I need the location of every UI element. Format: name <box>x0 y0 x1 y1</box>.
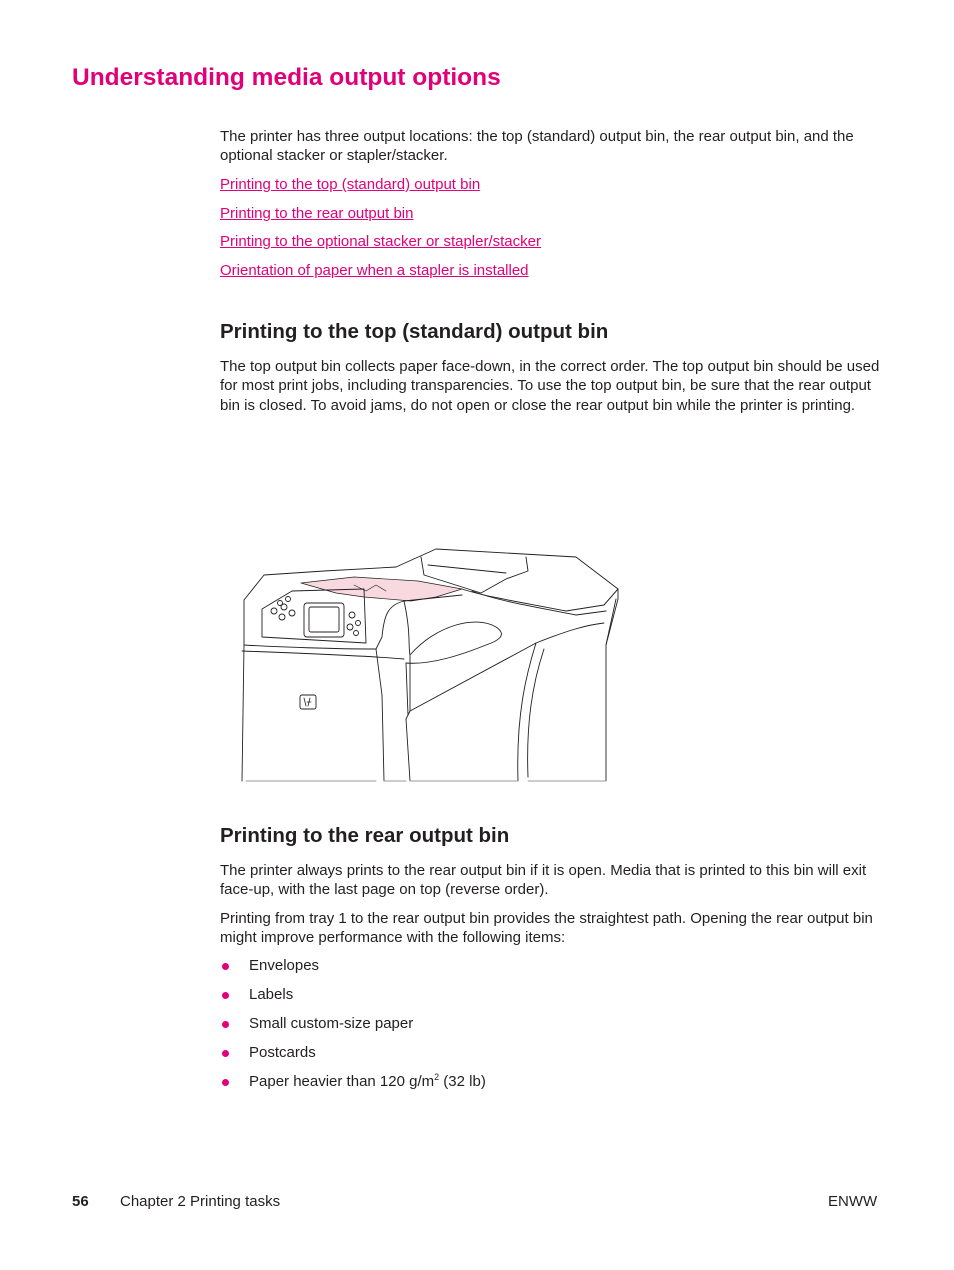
list-item: Envelopes <box>220 956 486 985</box>
media-bullet-list <box>220 956 486 1101</box>
link-rear-output-bin[interactable]: Printing to the rear output bin <box>220 205 414 222</box>
rear-bin-paragraph-1: The printer always prints to the rear output bin if it is open. Media that is printed to this bin will exit face-up, with the last page on top (reverse order). <box>220 862 867 899</box>
section-heading-top-bin: Printing to the top (standard) output bin <box>220 320 609 343</box>
bullet-dot-icon <box>222 1079 229 1086</box>
list-item: Labels <box>220 985 486 1014</box>
footer-right-label: ENWW <box>828 1193 878 1210</box>
top-bin-paragraph: The top output bin collects paper face-down, in the correct order. The top output bin should be used for most print jobs, including transparencies. To use the top output bin, be sure that the rear output bin is closed. To avoid jams, do not open or close the rear output bin while the printer is printing. <box>220 358 880 414</box>
page-title: Understanding media output options <box>72 64 501 91</box>
list-item: Postcards <box>220 1043 486 1072</box>
intro-paragraph: The printer has three output locations: the top (standard) output bin, the rear output bin, and the optional stacker or stapler/stacker. <box>220 128 854 165</box>
link-stapler-orientation[interactable]: Orientation of paper when a stapler is installed <box>220 262 529 279</box>
footer-page-number: 56 <box>72 1193 89 1210</box>
rear-bin-paragraph-2: Printing from tray 1 to the rear output bin provides the straightest path. Opening the rear output bin might improve performance with the following items: <box>220 910 873 947</box>
bullet-dot-icon <box>222 992 229 999</box>
hp-logo-icon <box>300 695 316 709</box>
footer-chapter: Chapter 2 Printing tasks <box>120 1193 281 1210</box>
printer-illustration <box>236 545 626 783</box>
link-top-output-bin[interactable]: Printing to the top (standard) output bin <box>220 176 481 193</box>
bullet-dot-icon <box>222 1050 229 1057</box>
bullet-dot-icon <box>222 1021 229 1028</box>
list-item: Paper heavier than 120 $g/m^2$ (32 lb) <box>220 1072 486 1101</box>
bullet-dot-icon <box>222 963 229 970</box>
list-item: Small custom-size paper <box>220 1014 486 1043</box>
link-optional-stacker[interactable]: Printing to the optional stacker or stapler/stacker <box>220 233 541 250</box>
section-heading-rear-bin: Printing to the rear output bin <box>220 824 510 847</box>
